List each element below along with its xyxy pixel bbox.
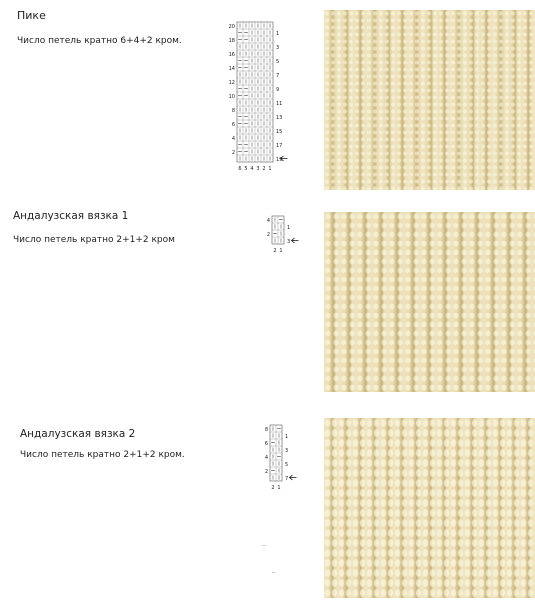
chart-row-label-right: 5 [276,59,280,65]
section-description-pike: Число петель кратно 6+4+2 кром. [17,36,182,46]
chart-column-label: 4 [250,166,254,172]
chart-row-label-left: 4 [266,218,270,224]
chart-row-label-right: 3 [285,448,289,454]
swatch-photo-pike [324,10,535,190]
chart-column-label: 5 [244,166,248,172]
swatch-photo-andalusian-1 [324,212,535,392]
section-title-pike: Пике [17,9,46,22]
chart-row-label-right: 1 [287,225,291,231]
chart-row-label-right: 15 [276,129,283,135]
chart-row-label-right: 17 [276,143,283,149]
chart-row-label-right: 3 [276,45,280,51]
chart-row-label-left: 10 [228,94,235,100]
chart-row-label-left: 12 [228,80,235,86]
chart-row-label-left: 2 [266,232,270,238]
chart-pike [229,20,299,180]
chart-pike-svg [229,20,299,180]
chart-andalusian-1-svg [264,214,304,254]
chart-row-label-left: 8 [231,108,235,114]
stray-mark [262,545,266,546]
chart-row-label-left: 20 [228,24,235,30]
section-description-andalusian-1: Число петель кратно 2+1+2 кром [13,235,175,245]
chart-row-label-right: 13 [276,115,283,121]
section-title-andalusian-1: Андалузская вязка 1 [13,210,129,222]
chart-row-label-right: 7 [285,476,289,482]
chart-andalusian-2-svg [262,423,302,493]
chart-column-label: 2 [262,166,266,172]
chart-row-label-right: 11 [276,101,283,107]
chart-column-label: 1 [268,166,272,172]
chart-row-label-right: 7 [276,73,280,79]
chart-row-label-right: 9 [276,87,280,93]
chart-row-label-right: 3 [287,239,291,245]
chart-row-label-right: 19 [276,157,283,163]
chart-column-label: 3 [256,166,260,172]
chart-row-label-right: 5 [285,462,289,468]
chart-column-label: 1 [279,248,283,254]
chart-column-label: 1 [277,485,281,491]
section-description-andalusian-2: Число петель кратно 2+1+2 кром. [20,450,185,460]
section-title-andalusian-2: Андалузская вязка 2 [20,428,136,440]
chart-row-label-left: 4 [231,136,235,142]
row-start-arrow-icon [290,475,297,480]
chart-column-label: 2 [271,485,275,491]
chart-andalusian-1 [264,214,304,254]
chart-row-label-left: 8 [264,427,268,433]
stray-mark [272,572,275,573]
chart-row-label-left: 16 [228,52,235,58]
swatch-photo-andalusian-2 [324,418,535,598]
chart-row-label-left: 2 [264,469,268,475]
chart-row-label-left: 6 [231,122,235,128]
row-start-arrow-icon [292,238,299,243]
chart-column-label: 2 [273,248,277,254]
chart-row-label-left: 6 [264,441,268,447]
chart-row-label-left: 2 [231,150,235,156]
chart-column-label: 6 [238,166,242,172]
chart-row-label-left: 4 [264,455,268,461]
chart-row-label-left: 14 [228,66,235,72]
chart-row-label-left: 18 [228,38,235,44]
chart-andalusian-2 [262,423,302,493]
chart-row-label-right: 1 [276,31,280,37]
chart-row-label-right: 1 [285,434,289,440]
